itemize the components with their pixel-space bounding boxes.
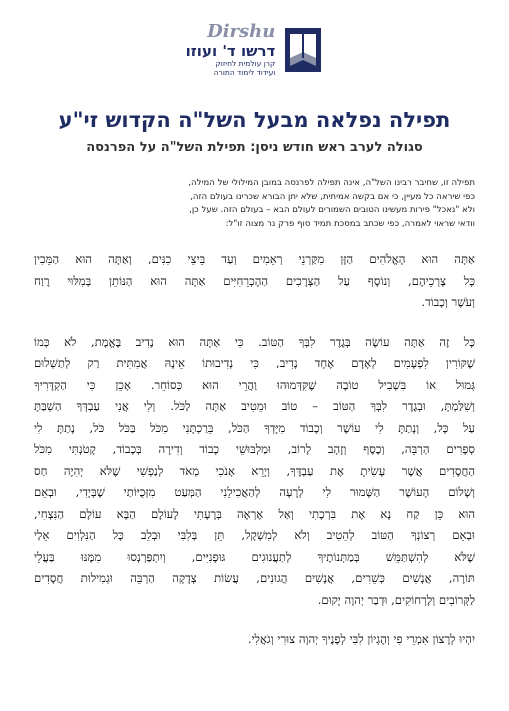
prayer-paragraph-1 (34, 249, 475, 314)
page-title: תפילה נפלאה מבעל השל"ה הקדוש זי"ע (58, 108, 451, 132)
prayer-line: שֶׁלֹּא לְהִשְׁתַּמֵּשׁ בְּמַתְּנוֹתֶיךָ לְתַעֲנוּגִים גּוּפָנִיִּים, וְיִתְפַּרְנְסוּ מִמֶּנּוּ בַּעֲלֵי (34, 549, 475, 564)
prayer-line: סְפָרִים הַרְבֵּה, וְכֶסֶף וְזָהָב לָרוֹב, וּמַלְבּוּשֵׁי כָבוֹד וְדִירָה בְּכָבוֹד, קָטֹנְתִּי מִכֹּל (34, 442, 475, 456)
dirshu-logo (34, 18, 475, 82)
prayer-closing-verse (34, 629, 475, 651)
logo-text (185, 20, 276, 78)
prayer-line: הוּא כֵּן קַח נָא אֶת בִּרְכָתִי וְאַל אֶרְאֶה בְּרָעָתִי לָעוֹלָם הַבָּא עוֹלָם הַנִּצְחִי, (34, 506, 475, 521)
prayer-line: עַל כָּל, וְנָתַתָּ לִי עוֹשֶׁר וְכָבוֹד מִיָּדְךָ הַכֹּל, בֵּרַכְתָּנִי מִכֹּל בַּכֹּל כֹּל, נָתַתָּ לִי (34, 420, 475, 435)
intro-line: כפי שיראה כל מעיין, כי אם בקשה אמיתית, שלא יתן הבורא שכרינו בעולם הזה, (190, 191, 475, 202)
intro-line: וודאי שראוי לאמרה, כפי שכתב במסכת תמיד סוף פרק נר מצוה זו"ל: (225, 218, 475, 229)
prayer-line: כָּל זֶה אַתָּה עוֹשֶׂה בְּגֶדֶר לִבְּךָ הַטּוֹב. כִּי אַתָּה הוּא נָדִיב בֶּאֱמֶת, לֹא כְּמוֹ (34, 334, 475, 349)
prayer-line: הַחֲסָדִים אֲשֶׁר עָשִׂיתָ אֶת עַבְדֶּךָ, וְיָרֵא אָנֹכִי מְאֹד לְנַפְשִׁי שֶׁלֹּא יְהִיֶה חַס (34, 463, 475, 478)
prayer-line: כָּל צָרְכֵיהֶם, וְנוֹסָף עַל הַצְּרָכִים הַהֶכְרֵחִיִּים אַתָּה הוּא הַנּוֹתֵן בְּמִלּוּי רֶוַח (34, 273, 475, 288)
prayer-line: אַתָּה הוּא הָאֱלֹהִים הַזָּן מִקַּרְנֵי רְאֵמִים וְעַד בֵּיצֵי כִנִּים, וְאַתָּה הוּא הַמֵּכִין (34, 252, 475, 266)
intro-text (34, 177, 475, 231)
prayer-line: תּוֹרָה, אֲנָשִׁים כְּשֵׁרִים, אֲנָשִׁים הֲגוּנִים, עֲשׂוֹת צְדָקָה הַרְבֵּה וּגְמִילוּת חֲסָדִים (34, 571, 475, 585)
intro-line: תפילה זו, שחיבר רבינו השל"ה, אינה תפילה לפרנסה במובן המילולי של המילה, (188, 178, 475, 188)
intro-line: ולא "נאכל" פירות מעשינו הטובים השמורים לעולם הבא – בעולם הזה. שעל כן, (189, 205, 475, 215)
logo-brand-he: דרשו ד' ועוזו (185, 41, 276, 60)
logo-brand-en: Dirshu (207, 20, 276, 42)
logo-subline-1: קרן עולמית לחיזוק (215, 59, 276, 69)
prayer-line: גְּמוּל אוֹ בִּשְׁבִיל טוֹבָה שֶׁקִּדְּמוּהוּ וַהֲרֵי הוּא כְּסוֹחֵר. אָכֵן כִּי הַקְדָּרִיךָ (34, 377, 475, 392)
logo-subline-2: ועידוד לימוד התורה (213, 68, 276, 78)
prayer-line: וְשִׁלַּמְתָּ, וּבְגֶדֶר לִבְּךָ הַטּוֹב – טוֹב וּמֵטִיב אַתָּה לַכֹּל. וְלִי אֲנִי עַבְדְּךָ הַשְׁבַּתָּ (34, 399, 475, 413)
prayer-line: לַקְּרוֹבִים וְלָרְחוֹקִים, וּדְבַר יְהוָה יָקוּם. (317, 592, 475, 607)
prayer-line: יִהְיוּ לְרָצוֹן אִמְרֵי פִי וְהֶגְיוֹן לִבִּי לְפָנֶיךָ יְהוָה צוּרִי וְגֹאֲלִי. (247, 632, 475, 646)
prayer-line: וּבְאֵם רְצוֹנְךָ הַטּוֹב לְהֵטִיב וְלֹא לְמִשְׁקָל, תֵּן בְּלִבִּי וּבְלֵב כָּל הַנִּלְוִים אֵלַי (34, 528, 475, 542)
prayer-line: וְעֹשֶׁר וְכָבוֹד. (421, 295, 475, 309)
prayer-paragraph-2 (34, 332, 475, 612)
page-subtitle: סגולה לערב ראש חודש ניסן: תפילת השל"ה על הפרנסה (86, 140, 423, 155)
prayer-line: שֶׁקּוֹרִין לִפְעָמִים לְאָדָם אֶחָד נָדִיב, כִּי נְדִיבוּתוֹ אֵינָהּ אֲמִתִּית רַק לְתַשְׁלוּם (34, 356, 475, 370)
book-logo-icon (283, 26, 323, 74)
prayer-line: וְשָׁלוֹם הָעוֹשֶׁר הַשָּׁמוּר לִי לְרָעָה לְהַאֲכִילֵנִי הַמְּעַט מִזְּכֻיּוֹתַי שֶׁבְּיָדִי, וּבְאֵם (34, 485, 475, 499)
